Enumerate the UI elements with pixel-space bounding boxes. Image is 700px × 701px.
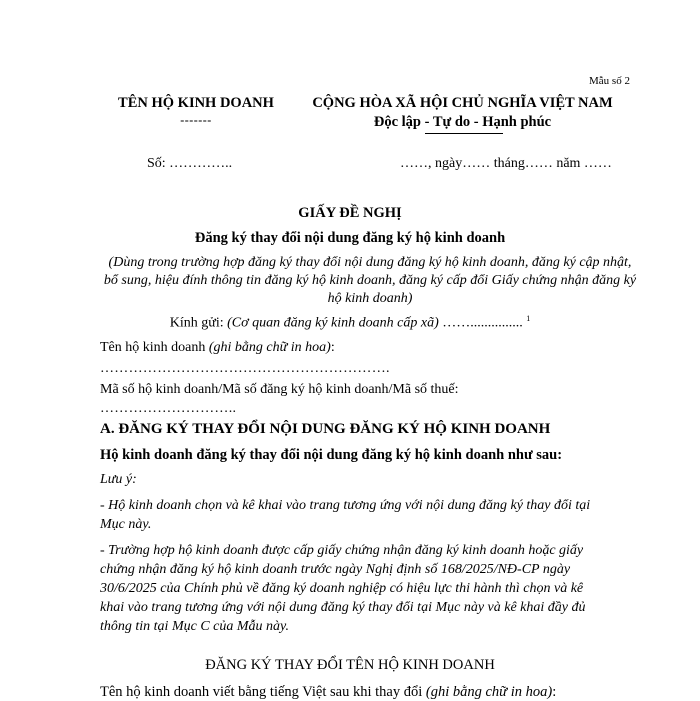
business-name-label: Tên hộ kinh doanh [100, 340, 209, 355]
recipient-line [0, 314, 700, 332]
section-a-heading: A. ĐĂNG KÝ THAY ĐỔI NỘI DUNG ĐĂNG KÝ HỘ KINH DOANH [100, 421, 551, 437]
footnote-marker: 1 [526, 314, 531, 323]
business-name-hint: (ghi bằng chữ in hoa) [208, 340, 331, 355]
document-number: Số: ………….. [147, 156, 233, 171]
business-code-blank: ……………………….. [100, 401, 237, 416]
document-purpose: (Dùng trong trường hợp đăng ký thay đổi nội dung đăng ký hộ kinh doanh, đăng ký cập nhật, bổ sung, hiệu đính thông tin đăng ký hộ kinh doanh, đăng ký cấp đổi Giấy chứng nhận đăng ký hộ kinh doanh) [103, 255, 637, 306]
recipient-label: Kính gửi: [169, 315, 228, 331]
document-subtitle: Đăng ký thay đổi nội dung đăng ký hộ kinh doanh [194, 230, 506, 246]
note-label: Lưu ý: [100, 472, 137, 487]
header-left-divider: ------- [180, 113, 212, 127]
document-date: ……, ngày…… tháng…… năm …… [400, 156, 612, 171]
national-title: CỘNG HÒA XÃ HỘI CHỦ NGHĨA VIỆT NAM [312, 95, 613, 111]
note-item-2: - Trường hợp hộ kinh doanh được cấp giấy chứng nhận đăng ký kinh doanh hoặc giấy chứng nhận đăng ký hộ kinh doanh trước ngày Nghị định số 168/2025/NĐ-CP ngày 30/6/2025 của Chính phủ về đăng ký doanh nghiệp có hiệu lực thi hành thì chọn và kê khai vào trang tương ứng với nội dung đăng ký thay đổi tại Mục này và kê khai đầy đủ thông tin tại Mục C của Mẫu này. [100, 543, 586, 634]
business-name-field [100, 340, 335, 356]
business-name-header: TÊN HỘ KINH DOANH [118, 95, 274, 111]
new-name-label: Tên hộ kinh doanh viết bằng tiếng Việt sau khi thay đổi [100, 684, 426, 700]
note-item-1: - Hộ kinh doanh chọn và kê khai vào trang tương ứng với nội dung đăng ký thay đổi tại Mục này. [100, 498, 591, 532]
motto-underline [425, 133, 503, 134]
national-motto: Độc lập - Tự do - Hạnh phúc [373, 114, 552, 130]
new-name-hint: (ghi bằng chữ in hoa) [425, 684, 553, 700]
business-code-label: Mã số hộ kinh doanh/Mã số đăng ký hộ kinh doanh/Mã số thuế: [100, 382, 459, 397]
change-name-heading: ĐĂNG KÝ THAY ĐỔI TÊN HỘ KINH DOANH [205, 657, 495, 673]
new-name-field [100, 684, 556, 701]
business-name-colon: : [330, 340, 335, 355]
form-number: Mẫu số 2 [589, 75, 630, 87]
recipient-dots: ……............... [438, 315, 523, 331]
business-name-blank: ……………………………………………………. [100, 361, 390, 376]
document-title: GIẤY ĐỀ NGHỊ [298, 205, 402, 221]
recipient-agency: (Cơ quan đăng ký kinh doanh cấp xã) [227, 315, 439, 331]
section-a-description: Hộ kinh doanh đăng ký thay đổi nội dung đăng ký hộ kinh doanh như sau: [100, 447, 563, 463]
new-name-colon: : [552, 684, 557, 700]
